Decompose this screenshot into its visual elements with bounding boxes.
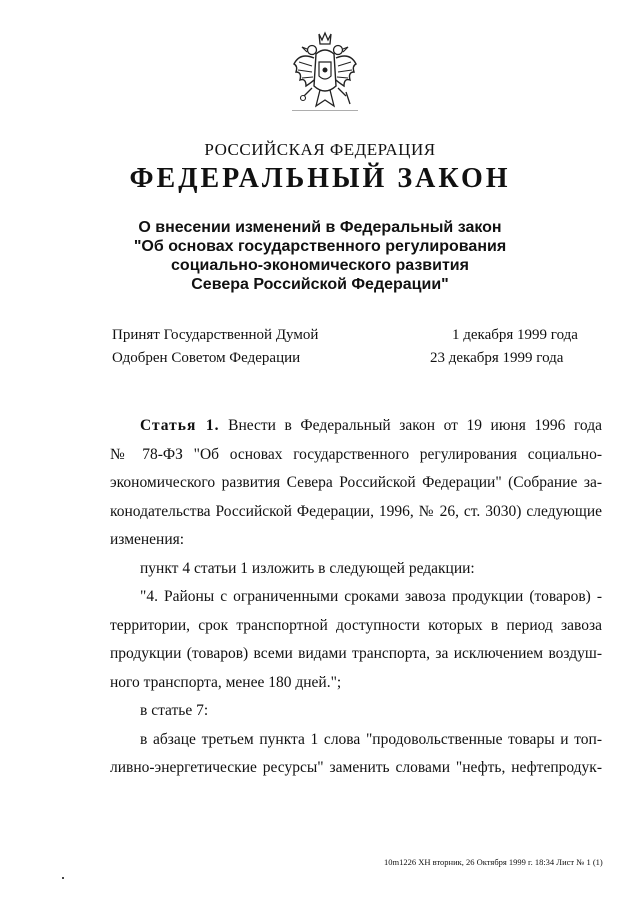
text-line: в абзаце третьем пункта 1 слова "продовольственные товары и топ- <box>140 730 602 748</box>
text-line: ного транспорта, менее 180 дней."; <box>110 673 342 691</box>
text-line: экономического развития Севера Российской Федерации" (Собрание за- <box>110 474 602 491</box>
text-line: Статья 1. Внести в Федеральный закон от 19 июня 1996 года <box>140 417 602 434</box>
law-title: ФЕДЕРАЛЬНЫЙ ЗАКОН <box>129 163 511 194</box>
council-approval-date: 23 декабря 1999 года <box>430 350 564 366</box>
duma-adoption-date: 1 декабря 1999 года <box>452 327 578 343</box>
document-stamp: 10m1226 ХН вторник, 26 Октября 1999 г. 18:34 Лист № 1 (1) <box>384 857 603 867</box>
text-line: конодательства Российской Федерации, 1996, № 26, ст. 3030) следующие <box>110 502 602 520</box>
subject-line: О внесении изменений в Федеральный закон <box>138 219 502 236</box>
double-headed-eagle-icon <box>290 30 360 122</box>
text-line: в статье 7: <box>140 702 209 719</box>
text-line: ливно-энергетические ресурсы" заменить словами "нефть, нефтепродук- <box>110 759 602 776</box>
subject-line: Севера Российской Федерации" <box>191 276 449 293</box>
text-line: изменения: <box>110 531 185 548</box>
council-approval-label: Одобрен Советом Федерации <box>112 350 301 366</box>
law-subject <box>0 218 640 294</box>
article-body <box>110 412 602 783</box>
adoption-dates <box>430 324 598 370</box>
subject-line: "Об основах государственного регулирования <box>133 238 507 255</box>
country-name: РОССИЙСКАЯ ФЕДЕРАЦИЯ <box>204 140 436 159</box>
text-line: продукции (товаров) всеми видами транспорта, за исключением воздуш- <box>110 645 602 662</box>
text-line: "4. Районы с ограниченными сроками завоза продукции (товаров) - <box>140 588 602 605</box>
duma-adoption-label: Принят Государственной Думой <box>112 327 319 343</box>
text-line: пункт 4 статьи 1 изложить в следующей редакции: <box>140 559 475 577</box>
scan-speck <box>62 877 64 879</box>
article-label: Статья 1. <box>140 417 220 434</box>
text-line: № 78-ФЗ "Об основах государственного регулирования социально- <box>110 445 602 463</box>
subject-line: социально-экономического развития <box>171 257 469 274</box>
text-line: территории, срок транспортной доступности которых в период завоза <box>110 616 602 634</box>
adoption-labels <box>112 324 318 370</box>
